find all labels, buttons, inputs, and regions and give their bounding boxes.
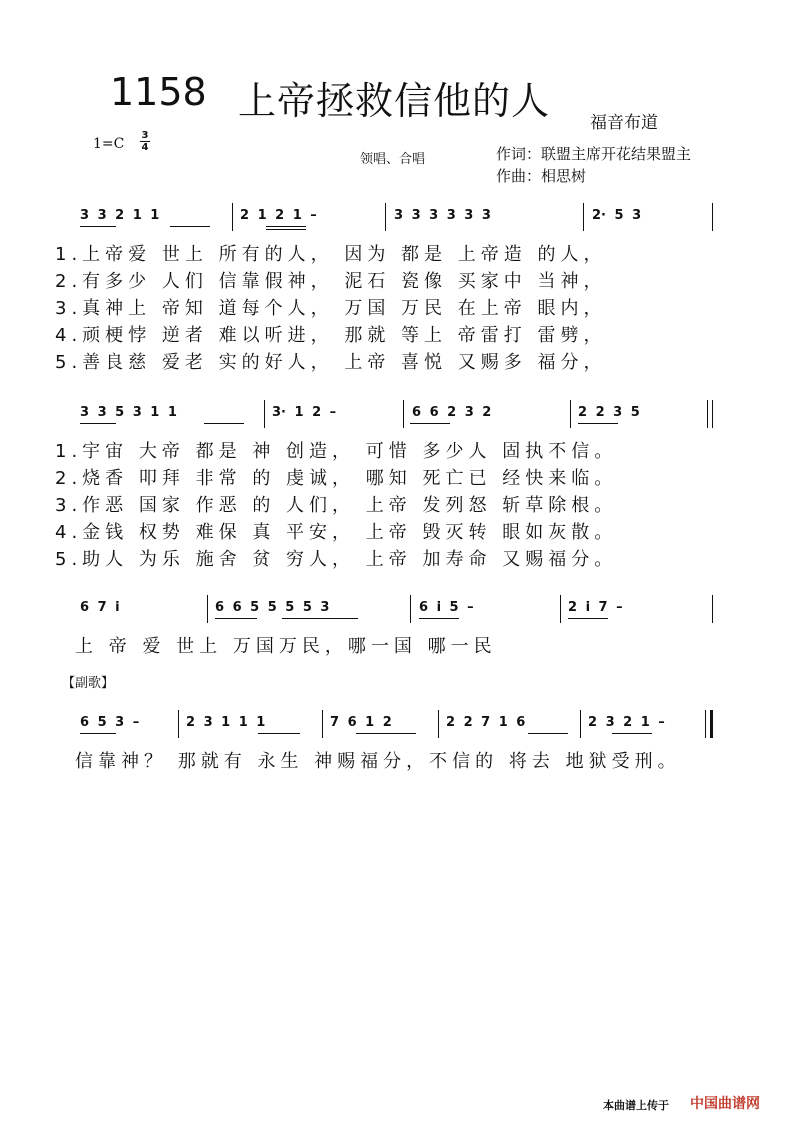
time-signature-bottom: 4 bbox=[141, 142, 149, 153]
measure-3-notes: 6 i 5 – bbox=[419, 600, 474, 615]
barline bbox=[322, 710, 323, 738]
lyric-verse-2: 2.有多少 人们 信靠假神， 泥石 瓷像 买家中 当神， bbox=[55, 271, 607, 292]
measure-3-notes: 6 6 2 3 2 bbox=[412, 405, 492, 420]
site-logo[interactable] bbox=[690, 1093, 760, 1113]
barline bbox=[560, 595, 561, 623]
measure-4-notes: 2 i 7 – bbox=[568, 600, 623, 615]
beam-line bbox=[419, 618, 459, 619]
beam-line bbox=[410, 423, 450, 424]
beam-line bbox=[204, 423, 244, 424]
barline bbox=[410, 595, 411, 623]
beam-line bbox=[612, 733, 652, 734]
lyric-verse-4: 4.金钱 权势 难保 真 平安， 上帝 毁灭转 眼如灰散。 bbox=[55, 522, 618, 543]
lyric-line: 上 帝 爱 世上 万国万民，哪一国 哪一民 bbox=[75, 636, 497, 657]
barline bbox=[438, 710, 439, 738]
measure-2-notes: 2 3 1 1 1 bbox=[186, 715, 266, 730]
measure-5-notes: 2 3 2 1 – bbox=[588, 715, 665, 730]
composer-credit: 作曲：相思树 bbox=[496, 167, 587, 185]
lyric-verse-2: 2.烧香 叩拜 非常 的 虔诚， 哪知 死亡已 经快来临。 bbox=[55, 468, 618, 489]
beam-line bbox=[215, 618, 257, 619]
lyric-verse-3: 3.作恶 国家 作恶 的 人们， 上帝 发列怒 斩草除根。 bbox=[55, 495, 618, 516]
barline bbox=[712, 203, 713, 231]
measure-2-notes: 6 6 5 5 5 5 3 bbox=[215, 600, 330, 615]
lyric-verse-5: 5.助人 为乐 施舍 贫 穷人， 上帝 加寿命 又赐福分。 bbox=[55, 549, 618, 570]
barline bbox=[707, 400, 708, 428]
measure-1-notes: 6 7 i bbox=[80, 600, 120, 615]
barline bbox=[570, 400, 571, 428]
beam-line bbox=[282, 618, 358, 619]
beam-line bbox=[266, 229, 306, 230]
measure-4-notes: 2· 5 3 bbox=[592, 208, 642, 223]
lyric-verse-1: 1.上帝爱 世上 所有的人， 因为 都是 上帝造 的人， bbox=[55, 244, 607, 265]
beam-line bbox=[356, 733, 416, 734]
measure-1-notes: 3 3 2 1 1 bbox=[80, 208, 160, 223]
beam-line bbox=[170, 226, 210, 227]
measure-2-notes: 2 1 2 1 – bbox=[240, 208, 317, 223]
upload-note: 本曲谱上传于 bbox=[603, 1099, 669, 1112]
measure-2-notes: 3· 1 2 – bbox=[272, 405, 337, 420]
song-title: 上帝拯救信他的人 bbox=[238, 79, 551, 123]
beam-line bbox=[80, 423, 116, 424]
barline bbox=[712, 595, 713, 623]
barline bbox=[583, 203, 584, 231]
barline bbox=[178, 710, 179, 738]
measure-4-notes: 2 2 3 5 bbox=[578, 405, 640, 420]
barline bbox=[403, 400, 404, 428]
lyric-verse-3: 3.真神上 帝知 道每个人， 万国 万民 在上帝 眼内， bbox=[55, 298, 607, 319]
barline bbox=[705, 710, 706, 738]
barline bbox=[232, 203, 233, 231]
lyric-verse-5: 5.善良慈 爱老 实的好人， 上帝 喜悦 又赐多 福分， bbox=[55, 352, 607, 373]
beam-line bbox=[528, 733, 568, 734]
beam-line bbox=[568, 618, 608, 619]
measure-1-notes: 3 3 5 3 1 1 bbox=[80, 405, 177, 420]
lyricist-credit: 作词：联盟主席开花结果盟主 bbox=[496, 145, 692, 163]
measure-1-notes: 6 5 3 – bbox=[80, 715, 140, 730]
final-barline bbox=[710, 710, 713, 738]
song-number: 1158 bbox=[110, 70, 207, 114]
barline bbox=[207, 595, 208, 623]
barline bbox=[712, 400, 713, 428]
beam-line bbox=[80, 733, 116, 734]
barline bbox=[385, 203, 386, 231]
song-category: 福音布道 bbox=[590, 113, 658, 133]
chorus-label: 【副歌】 bbox=[62, 676, 115, 691]
time-signature bbox=[140, 130, 150, 153]
barline bbox=[580, 710, 581, 738]
measure-4-notes: 2 2 7 1 6 bbox=[446, 715, 526, 730]
beam-line bbox=[266, 226, 306, 227]
lyric-verse-4: 4.顽梗悖 逆者 难以听进， 那就 等上 帝雷打 雷劈， bbox=[55, 325, 607, 346]
site-logo-text: 中国曲谱网 bbox=[690, 1096, 760, 1112]
beam-line bbox=[258, 733, 300, 734]
beam-line bbox=[578, 423, 618, 424]
lyric-line: 信靠神？ 那就有 永生 神赐福分，不信的 将去 地狱受刑。 bbox=[75, 751, 681, 772]
barline bbox=[264, 400, 265, 428]
beam-line bbox=[80, 226, 116, 227]
measure-3-notes: 7 6 1 2 bbox=[330, 715, 392, 730]
lyric-verse-1: 1.宇宙 大帝 都是 神 创造， 可惜 多少人 固执不信。 bbox=[55, 441, 618, 462]
time-signature-top: 3 bbox=[141, 130, 149, 141]
measure-3-notes: 3 3 3 3 3 3 bbox=[394, 208, 491, 223]
vocal-arrangement: 领唱、合唱 bbox=[360, 152, 426, 167]
key-signature: 1=C bbox=[93, 136, 125, 152]
